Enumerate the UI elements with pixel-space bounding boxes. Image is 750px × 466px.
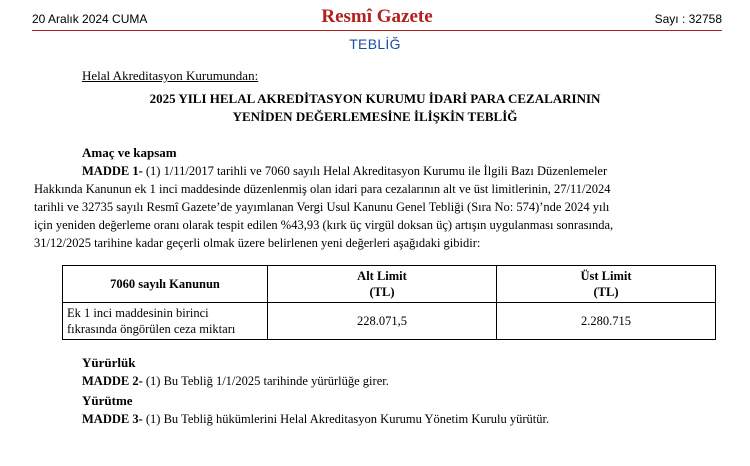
article-1-label: MADDE 1- — [82, 164, 143, 178]
penalty-description — [63, 303, 268, 340]
lower-limit-header-unit: (TL) — [369, 285, 395, 299]
effect-heading: Yürürlük — [82, 355, 136, 370]
article-1-line2: Hakkında Kanunun ek 1 inci maddesinde düzenlenmiş olan idari para cezalarının alt ve üst limitlerinin, 27/11/2024 — [34, 182, 611, 196]
issue-date: 20 Aralık 2024 CUMA — [32, 12, 148, 26]
communique-title — [0, 90, 750, 126]
header-divider — [32, 30, 722, 31]
execution-heading: Yürütme — [82, 393, 133, 408]
article-2-body: (1) Bu Tebliğ 1/1/2025 tarihinde yürürlüğe girer. — [142, 374, 389, 388]
article-3-label: MADDE 3- — [82, 412, 143, 426]
penalty-limits-table — [62, 265, 716, 340]
article-2-text — [82, 374, 389, 389]
article-1-line — [34, 162, 722, 180]
article-3-text — [82, 412, 549, 427]
issue-number: Sayı : 32758 — [654, 12, 722, 26]
table-row — [63, 303, 716, 340]
communique-title-line2: YENİDEN DEĞERLEMESİNE İLİŞKİN TEBLİĞ — [232, 109, 518, 124]
penalty-description-line2: fıkrasında öngörülen ceza miktarı — [67, 322, 236, 336]
law-column-header: 7060 sayılı Kanunun — [63, 266, 268, 303]
issuer-line: Helal Akreditasyon Kurumundan: — [82, 68, 259, 83]
article-3-body: (1) Bu Tebliğ hükümlerini Helal Akreditasyon Kurumu Yönetim Kurulu yürütür. — [142, 412, 550, 426]
section-title: TEBLİĞ — [349, 36, 401, 52]
upper-limit-header-unit: (TL) — [593, 285, 619, 299]
communique-title-line1: 2025 YILI HELAL AKREDİTASYON KURUMU İDARİ PARA CEZALARININ — [149, 91, 601, 106]
lower-limit-value: 228.071,5 — [268, 303, 497, 340]
upper-limit-header — [497, 266, 716, 303]
purpose-heading: Amaç ve kapsam — [82, 145, 177, 160]
upper-limit-value: 2.280.715 — [497, 303, 716, 340]
gazette-title: Resmî Gazete — [321, 6, 433, 27]
article-1-text — [34, 162, 722, 252]
penalty-description-line1: Ek 1 inci maddesinin birinci — [67, 306, 209, 320]
article-1-line5: 31/12/2025 tarihine kadar geçerli olmak üzere belirlenen yeni değerleri aşağıdaki gibidir: — [34, 236, 481, 250]
upper-limit-header-label: Üst Limit — [580, 269, 632, 283]
article-2-label: MADDE 2- — [82, 374, 143, 388]
gazette-header — [32, 6, 722, 30]
lower-limit-header — [268, 266, 497, 303]
article-1-line4: için yeniden değerleme oranı olarak tespit edilen %43,93 (kırk üç virgül doksan üç) artışın uygulanması sonrasında, — [34, 218, 614, 232]
article-1-line1: (1) 1/11/2017 tarihli ve 7060 sayılı Helal Akreditasyon Kurumu ile İlgili Bazı Düzenlemeler — [142, 164, 608, 178]
article-1-line3: tarihli ve 32735 sayılı Resmî Gazete’de yayımlanan Vergi Usul Kanunu Genel Tebliği (Sıra No: 574)’nde 2024 yılı — [34, 200, 610, 214]
table-header-row — [63, 266, 716, 303]
lower-limit-header-label: Alt Limit — [357, 269, 407, 283]
